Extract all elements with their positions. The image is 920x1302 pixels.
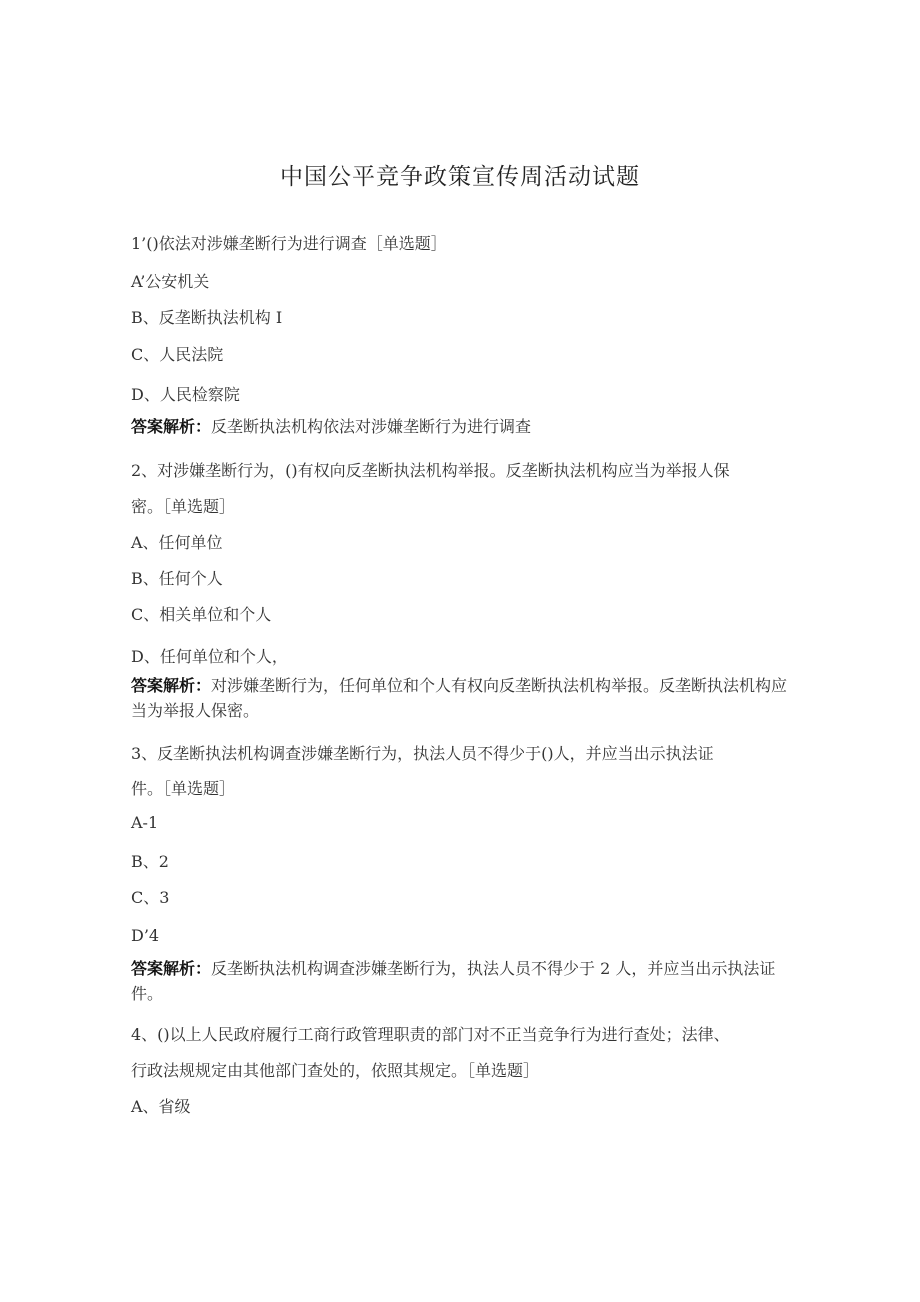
question-1-text: 1’()依法对涉嫌垄断行为进行调查［单选题］ (131, 234, 447, 253)
question-3-option-c: C、3 (131, 888, 170, 907)
question-4-text-line-2: 行政法规规定由其他部门查处的，依照其规定。［单选题］ (131, 1061, 540, 1080)
question-1-option-a: A’公安机关 (131, 272, 210, 291)
answer-label: 答案解析： (131, 676, 212, 695)
question-1-option-b: B、反垄断执法机构 I (131, 308, 283, 327)
question-3-answer-text: 反垄断执法机构调查涉嫌垄断行为，执法人员不得少于 2 人，并应当出示执法证件。 (131, 959, 776, 1003)
question-2-answer-text: 对涉嫌垄断行为，任何单位和个人有权向反垄断执法机构举报。反垄断执法机构应当为举报人保密。 (131, 676, 788, 720)
question-2-text-line-2: 密。［单选题］ (131, 497, 236, 516)
question-2-option-d: D、任何单位和个人， (131, 647, 288, 666)
question-1-answer (131, 414, 791, 439)
question-3-option-b: B、2 (131, 852, 169, 871)
question-4-option-a: A、省级 (131, 1097, 191, 1116)
question-2-option-b: B、任何个人 (131, 569, 223, 588)
question-2-option-a: A、任何单位 (131, 533, 223, 552)
question-1-option-c: C、人民法院 (131, 345, 224, 364)
question-3-option-a: A-1 (131, 813, 159, 832)
question-3-text-line-1: 3、反垄断执法机构调查涉嫌垄断行为，执法人员不得少于()人，并应当出示执法证 (131, 744, 714, 763)
question-1-option-d: D、人民检察院 (131, 385, 240, 404)
question-2-text-line-1: 2、对涉嫌垄断行为，()有权向反垄断执法机构举报。反垄断执法机构应当为举报人保 (131, 461, 730, 480)
question-4-text-line-1: 4、()以上人民政府履行工商行政管理职责的部门对不正当竞争行为进行查处；法律、 (131, 1025, 730, 1044)
question-3-option-d: D’4 (131, 926, 160, 945)
question-2-answer (131, 673, 791, 723)
question-1-answer-text: 反垄断执法机构依法对涉嫌垄断行为进行调查 (211, 417, 532, 436)
answer-label: 答案解析： (131, 417, 212, 436)
question-3-text-line-2: 件。［单选题］ (131, 779, 236, 798)
answer-label: 答案解析： (131, 959, 212, 978)
question-2-option-c: C、相关单位和个人 (131, 605, 272, 624)
question-3-answer (131, 956, 791, 1006)
document-title: 中国公平竞争政策宣传周活动试题 (280, 164, 640, 190)
